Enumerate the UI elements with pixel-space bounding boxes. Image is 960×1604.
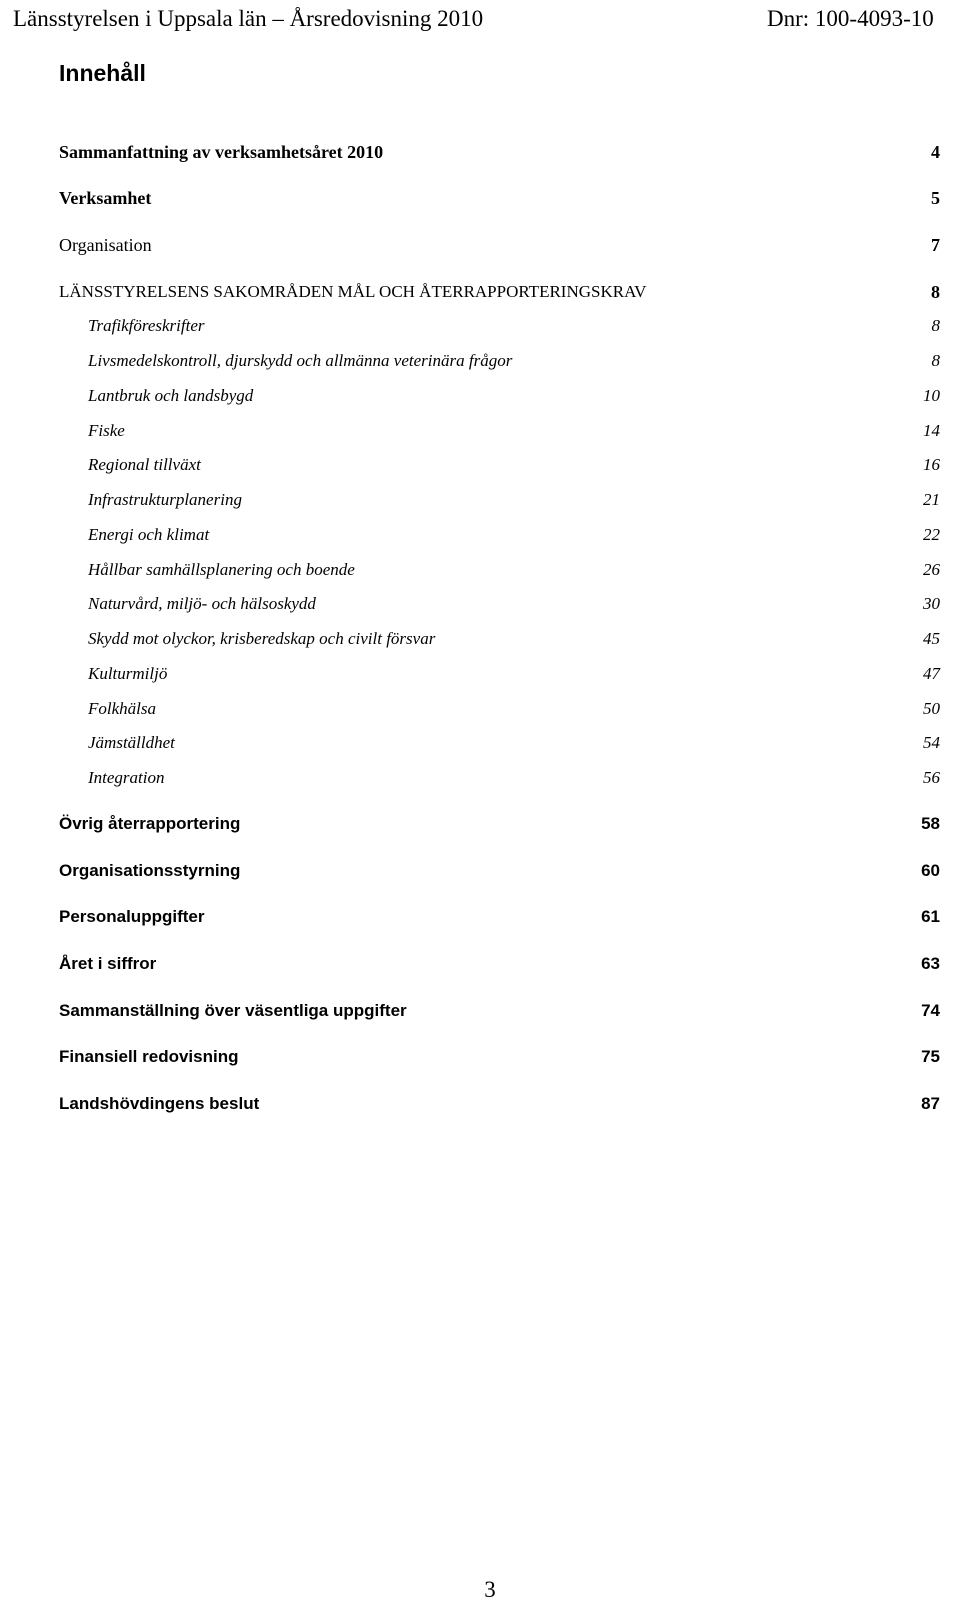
toc-entry-page: 74 (921, 1001, 940, 1020)
toc-entry-page: 10 (923, 386, 940, 405)
toc-entry-label: Verksamhet (59, 188, 152, 208)
toc-entry[interactable] (0, 185, 960, 211)
toc-entry-label: LÄNSSTYRELSENS SAKOMRÅDEN MÅL OCH ÅTERRAPPORTERINGSKRAV (59, 282, 647, 301)
toc-entry-page: 63 (921, 954, 940, 973)
toc-entry[interactable] (0, 232, 960, 258)
toc-entry-page: 60 (921, 861, 940, 880)
toc-entry[interactable] (0, 313, 960, 339)
toc-entry-page: 61 (921, 907, 940, 926)
toc-entry-label: Skydd mot olyckor, krisberedskap och civilt försvar (88, 629, 436, 648)
toc-entry-label: Året i siffror (59, 954, 157, 973)
toc-entry-label: Naturvård, miljö- och hälsoskydd (88, 594, 316, 613)
toc-entry-page: 30 (923, 594, 940, 613)
toc-entry-label: Trafikföreskrifter (88, 316, 205, 335)
toc-entry-page: 50 (923, 699, 940, 718)
toc-entry[interactable] (0, 858, 960, 884)
toc-entry[interactable] (0, 279, 960, 305)
toc-entry-label: Hållbar samhällsplanering och boende (88, 560, 355, 579)
toc-entry-page: 8 (931, 351, 940, 370)
page-number: 3 (484, 1577, 496, 1602)
toc-entry-page: 56 (923, 768, 940, 787)
toc-entry-page: 4 (931, 142, 940, 162)
toc-entry-page: 16 (923, 455, 940, 474)
toc-entry-label: Kulturmiljö (88, 664, 168, 683)
toc-entry[interactable] (0, 998, 960, 1024)
toc-title: Innehåll (59, 60, 146, 86)
toc-entry[interactable] (0, 418, 960, 444)
toc-entry-label: Sammanfattning av verksamhetsåret 2010 (59, 142, 384, 162)
toc-entry-page: 7 (931, 235, 940, 255)
page-header (0, 4, 960, 34)
toc-entry-label: Energi och klimat (88, 525, 210, 544)
toc-entry-label: Organisationsstyrning (59, 861, 241, 880)
toc-entry[interactable] (0, 730, 960, 756)
toc-entry-page: 45 (923, 629, 940, 648)
toc-entry[interactable] (0, 904, 960, 930)
toc-entry[interactable] (0, 811, 960, 837)
toc-entry-label: Personaluppgifter (59, 907, 205, 926)
toc-entry-page: 47 (923, 664, 940, 683)
toc-entry-page: 54 (923, 733, 940, 752)
toc-entry-label: Lantbruk och landsbygd (88, 386, 254, 405)
toc-entry[interactable] (0, 487, 960, 513)
toc-entry[interactable] (0, 626, 960, 652)
toc-entry[interactable] (0, 696, 960, 722)
toc-entry-label: Folkhälsa (88, 699, 156, 718)
toc-entry[interactable] (0, 139, 960, 165)
toc-entry[interactable] (0, 383, 960, 409)
toc-entry-page: 21 (923, 490, 940, 509)
toc-entry-page: 8 (931, 282, 940, 302)
toc-entry[interactable] (0, 591, 960, 617)
toc-entry-page: 75 (921, 1047, 940, 1066)
header-title: Länsstyrelsen i Uppsala län – Årsredovisning 2010 (13, 6, 484, 31)
toc-entry-label: Jämställdhet (88, 733, 175, 752)
toc-entry-label: Livsmedelskontroll, djurskydd och allmänna veterinära frågor (88, 351, 513, 370)
toc-entry-label: Landshövdingens beslut (59, 1094, 260, 1113)
toc-entry-page: 8 (931, 316, 940, 335)
toc-entry-page: 5 (931, 188, 940, 208)
toc-entry-page: 14 (923, 421, 940, 440)
toc-entry-label: Infrastrukturplanering (88, 490, 242, 509)
toc-entry[interactable] (0, 1091, 960, 1117)
toc-entry-page: 87 (921, 1094, 940, 1113)
toc-entry-label: Organisation (59, 235, 152, 255)
toc-entry-label: Fiske (88, 421, 125, 440)
toc-entry[interactable] (0, 557, 960, 583)
toc-entry[interactable] (0, 452, 960, 478)
toc-entry-label: Sammanställning över väsentliga uppgifter (59, 1001, 407, 1020)
toc-entry-page: 58 (921, 814, 940, 833)
toc-entry-label: Övrig återrapportering (59, 814, 241, 833)
toc-entry[interactable] (0, 765, 960, 791)
toc-entry[interactable] (0, 522, 960, 548)
toc-entry[interactable] (0, 348, 960, 374)
toc-entry-label: Integration (88, 768, 165, 787)
toc-entry-label: Regional tillväxt (88, 455, 201, 474)
toc-entry-page: 22 (923, 525, 940, 544)
toc-entry[interactable] (0, 951, 960, 977)
toc-entry[interactable] (0, 661, 960, 687)
toc-entry-page: 26 (923, 560, 940, 579)
toc-entry[interactable] (0, 1044, 960, 1070)
header-document-number: Dnr: 100-4093-10 (767, 6, 934, 31)
toc-entry-label: Finansiell redovisning (59, 1047, 239, 1066)
